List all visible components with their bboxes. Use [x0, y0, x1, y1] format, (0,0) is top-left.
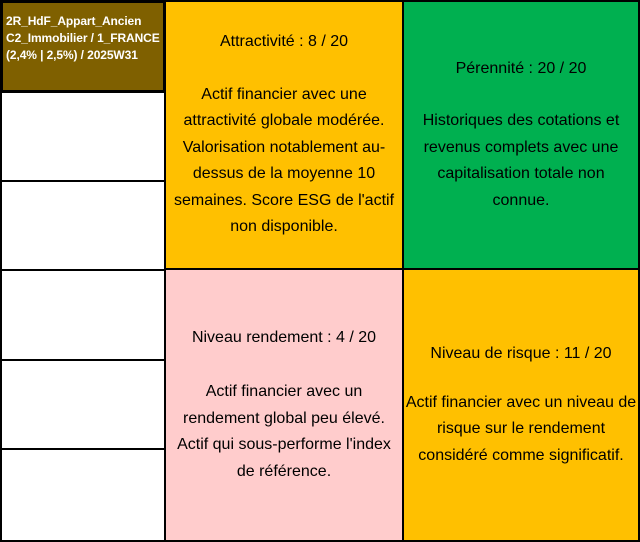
description-line: de référence.: [236, 462, 332, 480]
description-line: non disponible.: [230, 218, 338, 236]
perennite-title: Pérennité : 20 / 20: [455, 59, 587, 77]
description-line: capitalisation totale non: [437, 165, 605, 183]
description-line: Actif financier avec un niveau de: [405, 393, 637, 411]
description-line: dessus de la moyenne 10: [192, 165, 376, 183]
rendement-description: [177, 379, 391, 485]
description-line: Actif financier avec un: [205, 383, 363, 401]
empty-cell: [1, 449, 165, 541]
empty-cell: [1, 181, 165, 270]
asset-category: C2_Immobilier / 1_FRANCE: [6, 31, 160, 45]
perennite-quadrant: [403, 1, 639, 269]
risque-title: Niveau de risque : 11 / 20: [430, 345, 612, 362]
asset-name: 2R_HdF_Appart_Ancien: [6, 14, 142, 28]
attractivite-title: Attractivité : 8 / 20: [219, 33, 349, 51]
description-line: attractivité globale modérée.: [183, 112, 385, 130]
description-line: revenus complets avec une: [423, 138, 619, 156]
empty-cell: [1, 92, 165, 181]
risque-description: [406, 390, 636, 470]
asset-identifier-cell[interactable]: [1, 1, 165, 92]
description-line: connue.: [492, 191, 550, 209]
rendement-title: Niveau rendement : 4 / 20: [191, 328, 377, 346]
description-line: risque sur le rendement: [436, 420, 606, 437]
description-line: Actif financier avec une: [201, 85, 367, 103]
description-line: considéré comme significatif.: [418, 446, 624, 464]
description-line: semaines. Score ESG de l'actif: [173, 191, 395, 209]
risque-quadrant: [403, 269, 639, 541]
description-line: Valorisation notablement au-: [182, 138, 386, 156]
description-line: rendement global peu élevé.: [183, 409, 385, 427]
attractivite-quadrant: [165, 1, 403, 269]
asset-rates-period: (2,4% | 2,5%) / 2025W31: [6, 48, 138, 62]
perennite-description: [423, 108, 620, 214]
empty-cell: [1, 360, 165, 449]
empty-cell: [1, 270, 165, 360]
attractivite-description: [174, 82, 394, 241]
description-line: Historiques des cotations et: [422, 112, 620, 130]
rendement-quadrant: [165, 269, 403, 541]
description-line: Actif qui sous-performe l'index: [177, 436, 391, 454]
